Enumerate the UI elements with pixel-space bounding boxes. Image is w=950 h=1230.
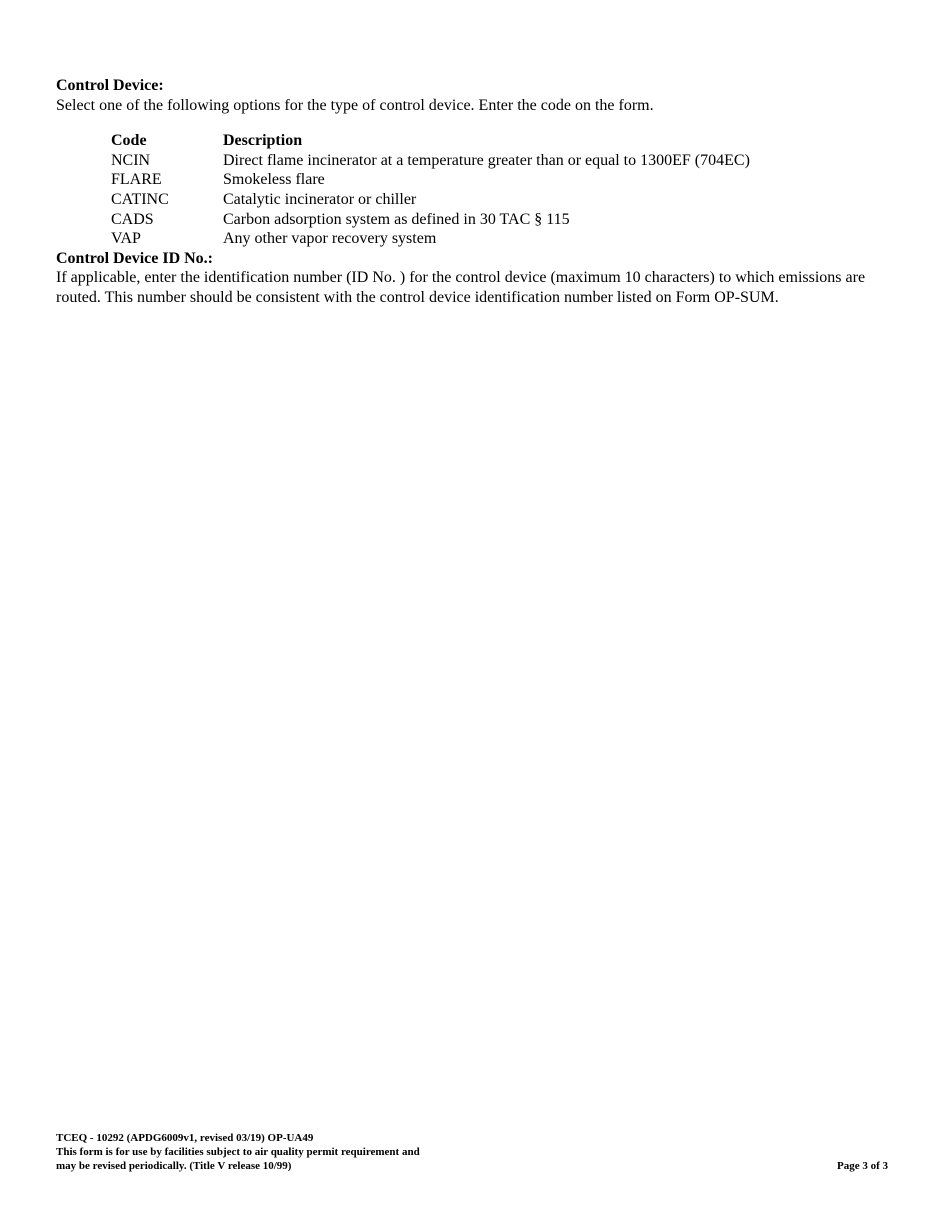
control-device-code-table	[111, 131, 750, 249]
code-cell: CATINC	[111, 190, 169, 208]
footer-form-info	[56, 1131, 496, 1174]
document-body	[56, 76, 896, 308]
footer-notice-line-1: This form is for use by facilities subject to air quality permit requirement and	[56, 1146, 420, 1159]
page-number: Page 3 of 3	[836, 1160, 888, 1172]
code-cell: NCIN	[111, 151, 151, 169]
code-cell: VAP	[111, 230, 141, 248]
table-row	[111, 151, 750, 171]
description-column-header: Description	[223, 132, 303, 150]
description-cell: Carbon adsorption system as defined in 30 TAC § 115	[223, 210, 570, 228]
description-cell: Direct flame incinerator at a temperature greater than or equal to 1300EF (704EC)	[223, 151, 750, 169]
code-column-header: Code	[111, 132, 147, 150]
table-row	[111, 190, 750, 210]
table-row	[111, 170, 750, 190]
page-footer	[56, 1131, 888, 1174]
footer-form-number: TCEQ - 10292 (APDG6009v1, revised 03/19) OP-UA49	[56, 1132, 314, 1144]
table-row	[111, 229, 750, 249]
code-cell: CADS	[111, 210, 154, 228]
description-cell: Any other vapor recovery system	[223, 230, 437, 248]
table-header-row	[111, 131, 750, 151]
control-device-id-heading: Control Device ID No.:	[56, 249, 214, 267]
table-row	[111, 210, 750, 230]
control-device-id-text: If applicable, enter the identification number (ID No. ) for the control device (maximum 10 characters) to which emissions are routed. This number should be consistent with the control device identification number listed on Form OP-SUM.	[56, 269, 866, 306]
control-device-instruction: Select one of the following options for the type of control device. Enter the code on the form.	[56, 96, 654, 114]
footer-notice-line-2: may be revised periodically. (Title V release 10/99)	[56, 1160, 292, 1173]
control-device-heading: Control Device:	[56, 77, 164, 94]
description-cell: Catalytic incinerator or chiller	[223, 190, 417, 208]
description-cell: Smokeless flare	[223, 171, 325, 189]
code-cell: FLARE	[111, 171, 162, 189]
